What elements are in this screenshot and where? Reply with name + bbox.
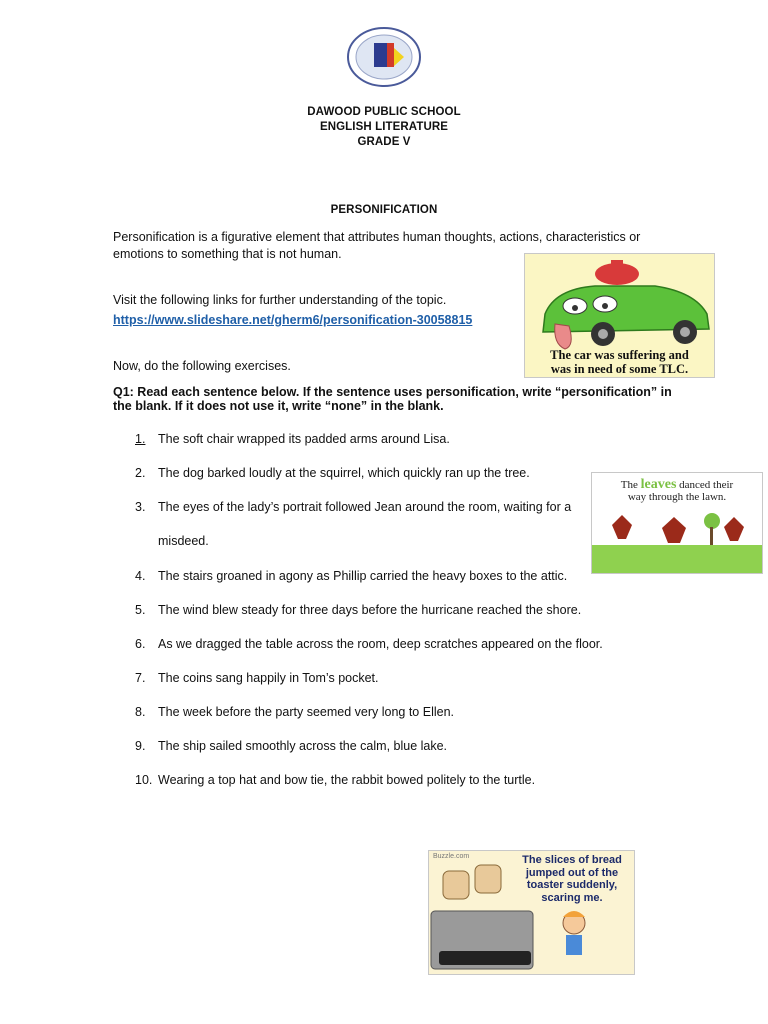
question-number: 8. (135, 705, 146, 719)
leaves-caption-pre: The (620, 479, 641, 491)
bread-caption-line-3: toaster suddenly, (526, 879, 618, 891)
question-text: The week before the party seemed very long to Ellen. (158, 705, 454, 719)
question-text-continued: misdeed. (158, 534, 209, 548)
question-text: The dog barked loudly at the squirrel, which quickly ran up the tree. (158, 466, 530, 480)
question-number: 5. (135, 603, 146, 617)
question-number: 4. (135, 569, 146, 583)
car-illustration (524, 253, 715, 378)
school-name: DAWOOD PUBLIC SCHOOL (307, 106, 461, 118)
bread-caption-line-1: The slices of bread (522, 854, 622, 866)
bread-watermark: Buzzle.com (433, 853, 470, 860)
leaves-caption-post: danced their (676, 479, 734, 491)
question-number: 6. (135, 637, 146, 651)
question-number: 3. (135, 500, 146, 514)
question-text: The wind blew steady for three days before the hurricane reached the shore. (158, 603, 582, 617)
question-number: 1. (135, 432, 146, 446)
exercise-intro: Now, do the following exercises. (113, 359, 291, 373)
question-text: As we dragged the table across the room, deep scratches appeared on the floor. (158, 637, 603, 651)
intro-line-1: Personification is a figurative element that attributes human thoughts, actions, characteristics or (113, 230, 641, 244)
question-text: The coins sang happily in Tom’s pocket. (158, 671, 379, 685)
slideshare-link[interactable]: https://www.slideshare.net/gherm6/personification-30058815 (113, 313, 473, 327)
intro-line-2: emotions to something that is not human. (113, 247, 342, 261)
q1-instruction-line-2: the blank. If it does not use it, write “none” in the blank. (113, 399, 444, 413)
question-number: 7. (135, 671, 146, 685)
bread-illustration (428, 850, 635, 975)
subject-name: ENGLISH LITERATURE (319, 121, 449, 133)
question-number: 2. (135, 466, 146, 480)
question-number: 9. (135, 739, 146, 753)
question-number: 10. (135, 773, 153, 787)
bread-caption-line-4: scaring me. (541, 891, 603, 904)
page-title: PERSONIFICATION (330, 204, 438, 216)
car-caption-line-2: was in need of some TLC. (550, 362, 689, 376)
leaves-illustration (591, 472, 763, 574)
grade-label: GRADE V (357, 136, 411, 148)
leaves-caption-line-2: way through the lawn. (627, 491, 727, 503)
question-text: The eyes of the lady’s portrait followed Jean around the room, waiting for a (158, 500, 572, 514)
school-logo (346, 26, 422, 88)
question-text: The ship sailed smoothly across the calm, blue lake. (158, 739, 448, 753)
question-text: The stairs groaned in agony as Phillip carried the heavy boxes to the attic. (158, 569, 568, 583)
links-intro: Visit the following links for further understanding of the topic. (113, 293, 447, 307)
question-text: Wearing a top hat and bow tie, the rabbit bowed politely to the turtle. (158, 773, 536, 787)
q1-instruction-line-1: Q1: Read each sentence below. If the sentence uses personification, write “personification” in (113, 385, 672, 399)
question-text: The soft chair wrapped its padded arms around Lisa. (158, 432, 450, 446)
bread-caption-line-2: jumped out of the (525, 866, 619, 879)
leaves-keyword: leaves (640, 477, 677, 492)
car-caption-line-1: The car was suffering and (550, 348, 689, 362)
